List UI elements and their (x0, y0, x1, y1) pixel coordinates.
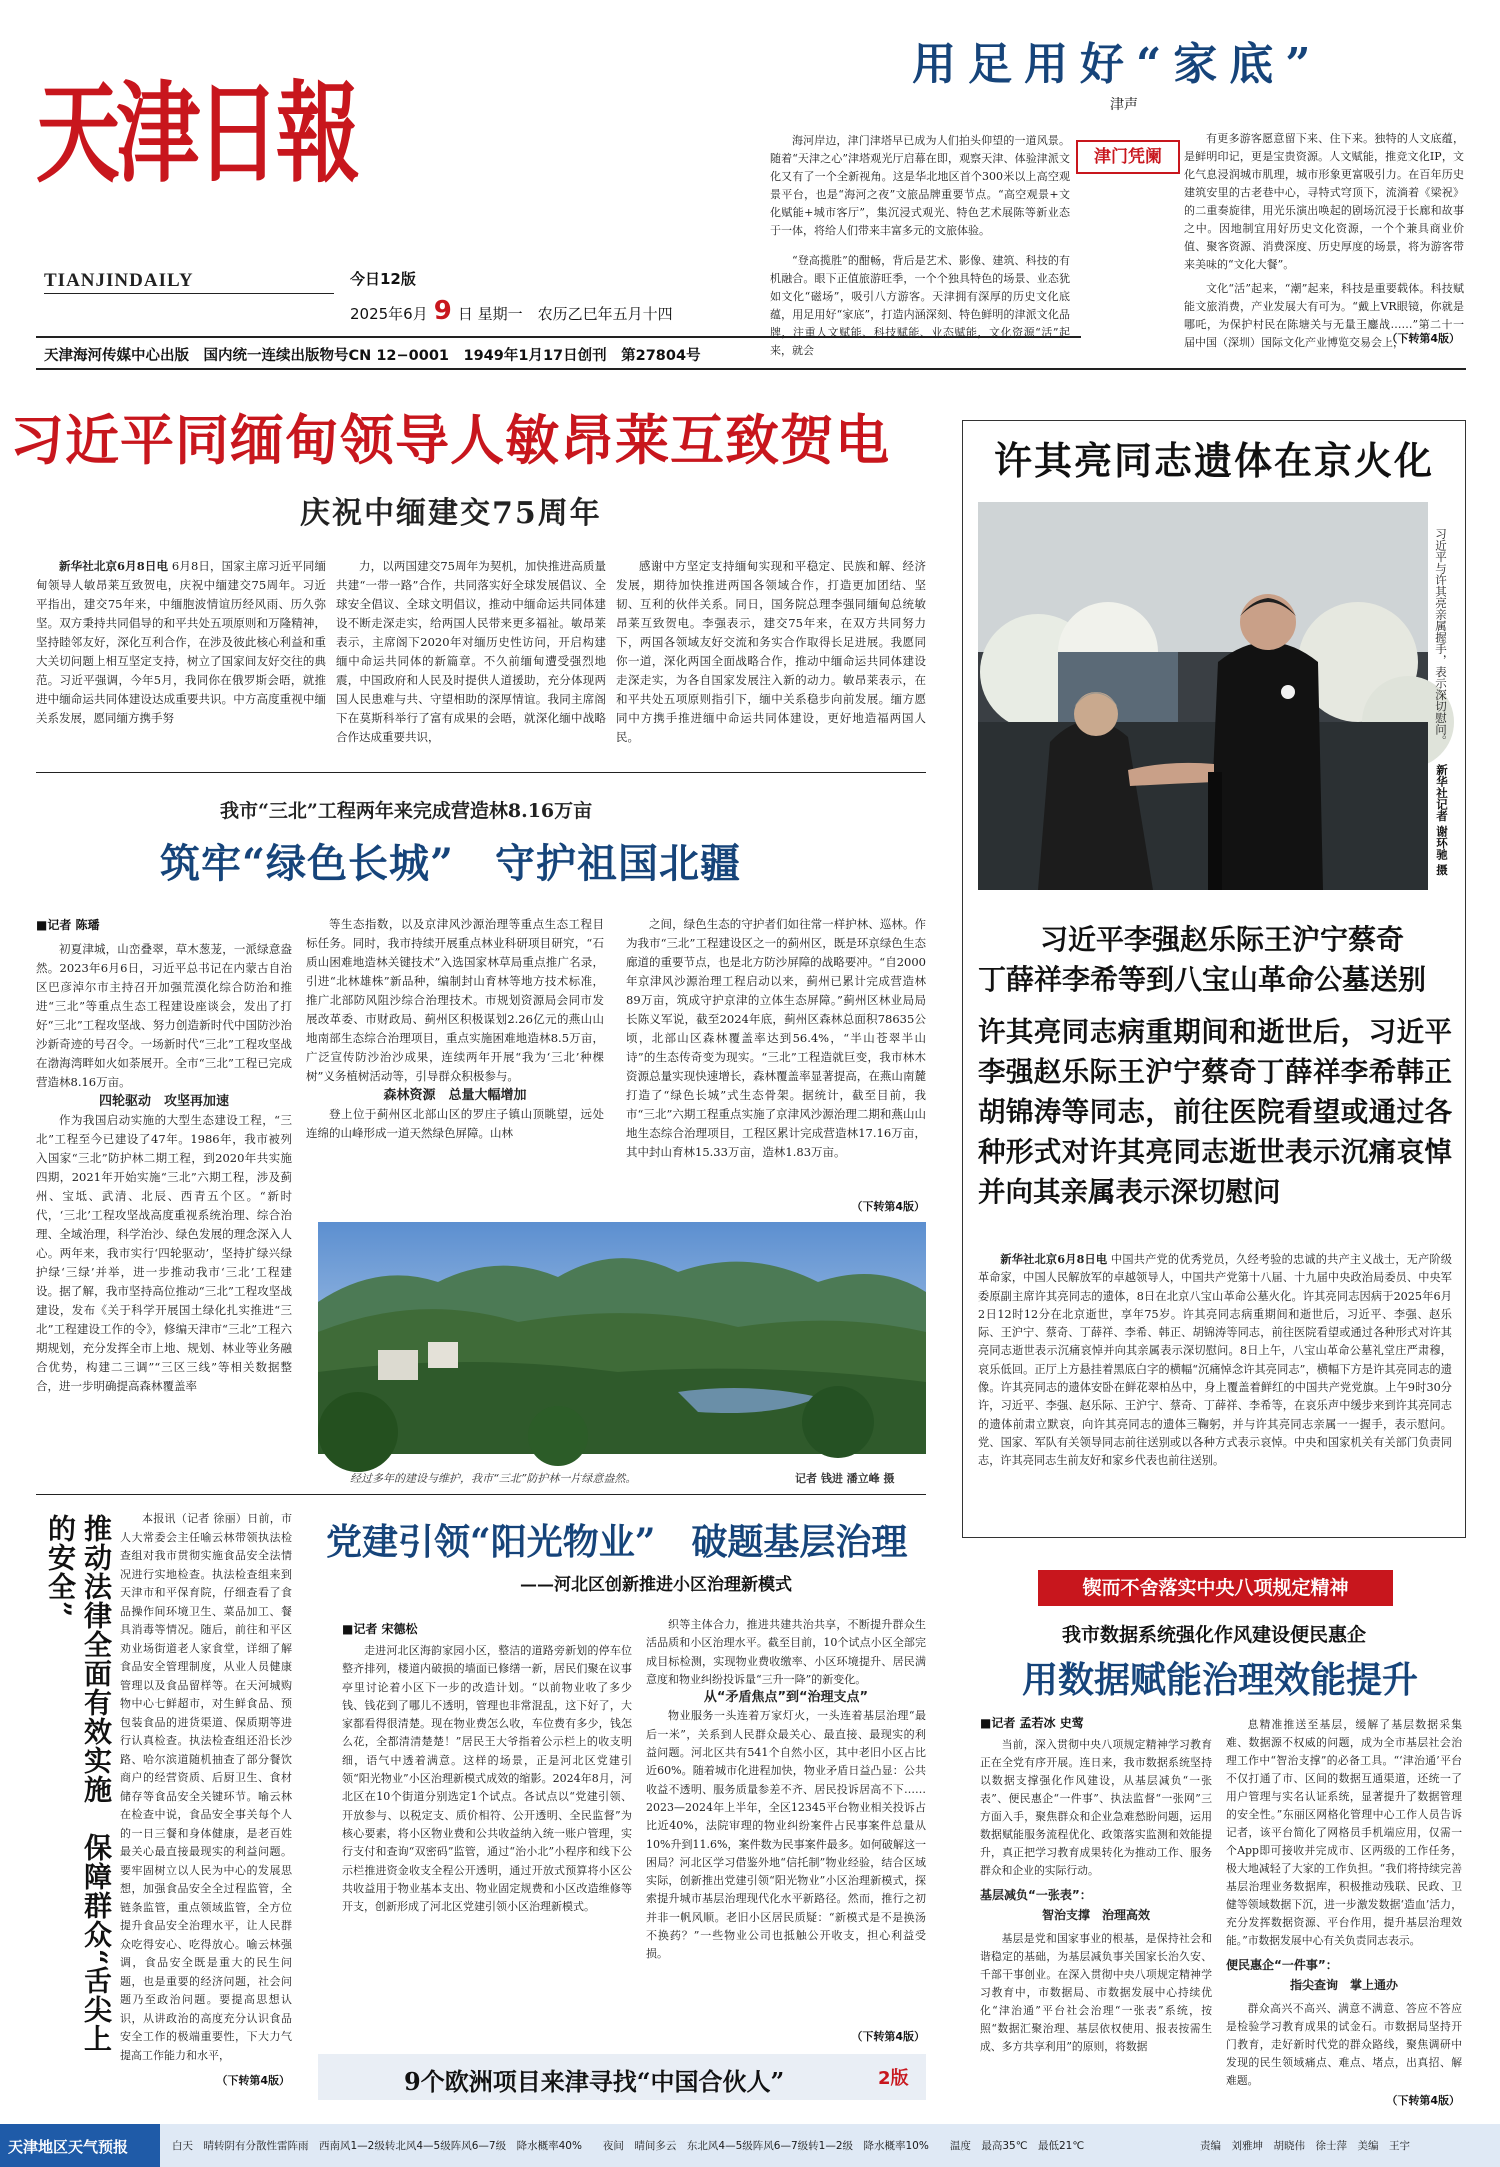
column-tag (1076, 140, 1180, 174)
column-author: 津声 (1110, 97, 1138, 113)
lead-subhead: 庆祝中缅建交75周年 (300, 496, 602, 531)
property-byline: ■记者 宋德松 (342, 1622, 418, 1636)
column-text-b: “登高揽胜”的酣畅，背后是艺术、影像、建筑、科技的有机融合。眼下正值旅游旺季，一个个独具特色的场景、业态犹如文化“磁场”，吸引八方游客。天津拥有深厚的历史文化底蕴，用足用好“家底”，打造内涵深刻、特色鲜明的津派文化品牌，注重人文赋能、科技赋能、业态赋能，文化资源“活”起来，就会 (770, 254, 1070, 357)
funeral-dateline: 新华社北京6月8日电 (1000, 1252, 1108, 1266)
green-photo-svg (318, 1222, 926, 1454)
green-photo-credit: 记者 钱进 潘立峰 摄 (795, 1472, 895, 1485)
weather-text: 白天 晴转阴有分散性雷阵雨 西南风1—2级转北风4—5级阵风6—7级 降水概率40% 夜间 晴间多云 东北风4—5级阵风6—7级转1—2级 降水概率10% 温度 最高35℃ 最低21℃ (172, 2140, 1085, 2152)
editors-credit: 责编 刘雅坤 胡晓伟 徐士萍 美编 王宇 (1200, 2140, 1410, 2152)
data-sub-2: 便民惠企“一件事”： (1226, 1958, 1338, 1972)
data-sub-2b: 指尖查询 掌上通办 (1289, 1978, 1398, 1992)
column-tag-text: 津门凭阑 (1094, 147, 1162, 167)
masthead-logo-en: TIANJINDAILY (44, 270, 194, 291)
data-continued: （下转第4版） (1386, 2094, 1460, 2107)
food-vertical-headline: 推动法律全面有效实施 保障群众“舌尖上的安全” (44, 1514, 113, 2054)
green-photo (318, 1222, 926, 1454)
promo-page[interactable]: 2版 (878, 2068, 909, 2089)
funeral-deck-1: 习近平李强赵乐际王沪宁蔡奇 (1040, 923, 1405, 956)
green-col-2: 等生态指数，以及京津风沙源治理等重点生态工程目标任务。同时，我市持续开展重点林业科研项目研究，“石质山困难地造林关键技术”入选国家林草局重点推广名录，引进“北林雄株”新品种，编制封山育林等地方技术标准，推广北部防风阻沙综合治理技术。市规划资源局会同市发展改革委、市财政局、蓟州区积极谋划2.26亿元的燕山山地南部生态综合治理项目，重点实施困难地造林8.5万亩，广泛宣传防沙治沙成果，连续两年开展“我为‘三北’种棵树”义务植树活动等，引导群众积极参与。 森林资源 总量大幅增加 登上位于蓟州区北部山区的罗庄子镇山顶眺望，远处连绵的山峰形成一道天然绿色屏障。山林 (306, 917, 604, 1140)
food-body: 本报讯（记者 徐丽）日前，市人大常委会主任喻云林带领执法检查组对我市贯彻实施食品安全法情况进行实地检查。执法检查组来到天津市和平保育院，仔细查看了食品操作间环境卫生、菜品加工、餐具消毒等情况。随后，前往和平区劝业场街道老人家食堂，详细了解食品安全管理制度，从业人员健康管理以及食品留样等。在天河城购物中心七鲜超市，对生鲜食品、预包装食品的进货渠道、保质期等进行认真检查。执法检查组还沿长沙路、哈尔滨道随机抽查了部分餐饮商户的经营资质、后厨卫生、食材储存等食品安全关键环节。喻云林在检查中说，食品安全事关每个人的一日三餐和身体健康，是老百姓最关心最直接最现实的利益问题。要牢固树立以人民为中心的发展思想，加强食品安全全过程监管，全链条监管，重点领域监管，全方位提升食品安全治理水平，让人民群众吃得安心、吃得放心。喻云林强调，食品安全既是重大的民生问题，也是重要的经济问题，社会问题乃至政治问题。要提高思想认识，从讲政治的高度充分认识食品安全工作的极端重要性，下大力气提高工作能力和水平， (120, 1512, 292, 2062)
issue-date-suffix: 日 星期一 农历乙巳年五月十四 (457, 305, 673, 323)
food-continued: （下转第4版） (216, 2074, 290, 2087)
data-kicker: 我市数据系统强化作风建设便民惠企 (1062, 1624, 1367, 1646)
funeral-deck-3: 许其亮同志病重期间和逝世后，习近平李强赵乐际王沪宁蔡奇丁薛祥李希韩正胡锦涛等同志，前往医院看望或通过各种形式对许其亮同志逝世表示沉痛哀悼并向其亲属表示深切慰问 (978, 1016, 1452, 1208)
data-col-2: 息精准推送至基层，缓解了基层数据采集难、数据源不权威的问题，成为全市基层社会治理工作中“智治支撑”的必备工具。“‘津治通’平台不仅打通了市、区间的数据互通渠道，还统一了用户管理与实名认证系统，显著提升了数据管理的安全性。”东丽区网格化管理中心工作人员告诉记者，该平台简化了网格员手机端应用，仅需一个App即可接收并完成市、区两级的工作任务，极大地减轻了大家的工作负担。“我们将持续完善基层治理业务数据库，积极推动残联、民政、卫健等领域数据下沉，进一步激发数据‘造血’活力，充分发挥数据资源、平台作用，提升基层治理效能。”市数据发展中心有关负责同志表示。 便民惠企“一件事”： 指尖查询 掌上通办 群众高兴不高兴、满意不满意、答应不答应是检验学习教育成果的试金石。市数据局坚持开门教育，走好新时代党的群众路线，聚焦调研中发现的民生领域痛点、难点、堵点，出真招、解难题。 (1226, 1718, 1462, 2087)
property-col-2: 织等主体合力，推进共建共治共享，不断提升群众生活品质和小区治理水平。截至目前，10个试点小区全部完成目标检测，实现物业费收缴率、小区环境提升、居民满意度和物业纠纷投诉量“三升一降”的新变化。 从“矛盾焦点”到“治理支点” 物业服务一头连着万家灯火，一头连着基层治理“最后一米”，关系到人民群众最关心、最直接、最现实的利益问题。河北区共有541个自然小区，其中老旧小区占比近60%。随着城市化进程加快，物业矛盾日益凸显：公共收益不透明、服务质量参差不齐、居民投诉居高不下……2023—2024年上半年，全区12345平台物业相关投诉占比近40%，法院审理的物业纠纷案件占民事案件总量从10%升到11.6%，案件数为民事案件最多。如何破解这一困局？河北区学习借鉴外地“信托制”物业经验，结合区域实际，创新推出党建引领“阳光物业”小区治理新模式，探索提升城市基层治理现代化水平新路径。然而，推行之初并非一帆风顺。老旧小区居民质疑：“新模式是不是换汤不换药？”一些物业公司也抵触公开收支，担心利益受损。 (646, 1618, 926, 1961)
green-col-1: 初夏津城，山峦叠翠，草木葱茏，一派绿意盎然。2023年6月6日，习近平总书记在内蒙古自治区巴彦淖尔市主持召开加强荒漠化综合防治和推进“三北”等重点生态工程建设座谈会，发出了打好“三北”工程攻坚战、努力创造新时代中国防沙治沙新奇迹的号召令。一场新时代“三北”工程攻坚战在渤海湾畔如火如荼展开。全市“三北”工程已完成营造林8.16万亩。 四轮驱动 攻坚再加速 作为我国启动实施的大型生态建设工程，“三北”工程至今已建设了47年。1986年，我市被列入国家“三北”防护林二期工程，到2020年共实施四期，2021年开始实施“三北”六期工程，涉及蓟州、宝坻、武清、北辰、西青五个区。“新时代，‘三北’工程攻坚战高度重视系统治理、综合治理、全域治理，科学治沙、绿色发展的理念深入人心。两年来，我市实行‘四轮驱动’，坚持扩绿兴绿护绿‘三绿’并举，进一步推动我市‘三北’工程建设。据了解，我市坚持高位推动“三北”工程攻坚战建设，发布《关于科学开展国土绿化扎实推进“三北”工程建设工作的令》，修编天津市“三北”工程六期规划，充分发挥全市上地、规划、林业等业务融合优势，构建二三调”“三区三线”等相关数据整合，进一步明确提高森林覆盖率 (36, 942, 292, 1393)
data-sub-1: 基层减负“一张表”： (980, 1888, 1092, 1902)
data-col-1: 当前，深入贯彻中央八项规定精神学习教育正在全党有序开展。连日来，我市数据系统坚持以数据支撑强化作风建设，从基层减负“一张表”、便民惠企“一件事”、执法监督“一张网”三方面入手，聚焦群众和企业急难愁盼问题，运用数据赋能服务流程优化、政策落实监测和效能提升，真正把学习教育成果转化为推动工作、服务群众和企业的实际行动。 基层减负“一张表”： 智治支撑 治理高效 基层是党和国家事业的根基，是保持社会和谐稳定的基础，为基层减负事关国家长治久安、千部干事创业。在深入贯彻中央八项规定精神学习教育中，市数据局、市数据发展中心持续优化“津治通”平台社会治理“一张表”系统，按照“数据汇聚治理、基层依权使用、报表按需生成、多方共享利用”的原则，将数据 (980, 1738, 1212, 2053)
column-text-d: 文化“活”起来，“潮”起来，科技是重要载体。科技赋能文旅消费，产业发展大有可为。“戴上VR眼镜，你就是哪吒，为保护村民在陈塘关与无量王鏖战……”第二十一届中国（深圳）国际文化产业博览交易会上， (1184, 282, 1464, 349)
edition-count: 今日12版 (350, 270, 416, 288)
data-headline: 用数据赋能治理效能提升 (1022, 1659, 1419, 1701)
promo-text[interactable]: 9个欧洲项目来津寻找“中国合伙人” (404, 2067, 785, 2096)
lead-col-1: 新华社北京6月8日电 6月8日，国家主席习近平同缅甸领导人敏昂莱互致贺电，庆祝中缅建交75周年。习近平指出，建交75年来，中缅胞波情谊历经风雨、历久弥坚。双方秉持共同倡导的和平共处五项原则和万隆精神，坚持睦邻友好，深化互利合作，在涉及彼此核心利益和重大关切问题上相互坚定支持，树立了国家间友好交往的典范。习近平强调，今年5月，我同你在俄罗斯会晤，就推进中缅命运共同体建设达成重要共识。中方高度重视中缅关系发展，愿同缅方携手努 (36, 559, 326, 725)
green-sub-2: 森林资源 总量大幅增加 (383, 1088, 527, 1103)
green-byline: ■记者 陈璠 (36, 918, 100, 932)
column-text-c: 有更多游客愿意留下来、住下来。独特的人文底蕴，是鲜明印记，更是宝贵资源。人文赋能，推竞文化IP，文化气息浸润城市肌理，城市形象更富吸引力。在百年历史建筑安里的古老巷中心，寻特式穹顶下，流淌着《梁祝》的二重奏旋律，用光乐演出唤起的剧场沉浸于长廊和故事之中。因地制宜用好历史文化资源，一个个兼具商业价值、聚客资源、消费深度、历史厚度的场景，将为游客带来美味的“文化大餐”。 (1184, 132, 1464, 271)
funeral-headline: 许其亮同志遗体在京火化 (994, 438, 1435, 483)
lead-headline: 习近平同缅甸领导人敏昂莱互致贺电 (10, 408, 890, 472)
issue-date-day: 9 (433, 296, 452, 326)
property-col-1: 走进河北区海韵家园小区，整洁的道路旁新划的停车位整齐排列，楼道内破损的墙面已修缮一新，居民们聚在议事亭里讨论着小区下一步的改造计划。“以前物业收了多少钱、钱花到了哪儿不透明，管理也非常混乱，这下好了，大家都看得很清楚。现在物业费怎么收，车位费有多少，钱怎么花，全都清清楚楚！”居民王大爷指着公示栏上的收支明细，语气中透着满意。这样的场景，正是河北区党建引领“阳光物业”小区治理新模式成效的缩影。2024年8月，河北区在10个街道分别选定1个试点。各试点以“党建引领、开放参与、以税定支、质价相符、公开透明、全民监督”为核心要素，将小区物业费和公共收益纳入统一账户管理，实行支付和查询“双密码”监管，通过“治小北”小程序和线下公示栏推进资金收支全程公开透明，通过开放式预算将小区公共收益用于物业基本支出、物业固定规费和小区改造维修等开支，创新形成了河北区党建引领小区治理新模式。 (342, 1644, 632, 1914)
green-photo-caption: 经过多年的建设与维护，我市“三北”防护林一片绿意盎然。 (350, 1472, 637, 1485)
funeral-photo-credit: 新华社记者 谢环驰 摄 (1435, 764, 1449, 876)
promo-box[interactable] (318, 2054, 926, 2100)
publisher-line: 天津海河传媒中心出版 国内统一连续出版物号CN 12−0001 1949年1月17日创刊 第27804号 (44, 348, 701, 364)
column-continued: （下转第4版） (1386, 332, 1460, 345)
data-sub-1b: 智治支撑 治理高效 (1041, 1908, 1150, 1922)
property-continued: （下转第4版） (851, 2030, 925, 2043)
lead-dateline: 新华社北京6月8日电 (59, 559, 169, 573)
lead-col-2: 力，以两国建交75周年为契机，加快推进高质量共建“一带一路”合作，共同落实好全球发展倡议、全球安全倡议、全球文明倡议，推动中缅命运共同体建设不断走深走实，给两国人民带来更多福祉。敏昂莱表示，主席阁下2020年对缅历史性访问，开启构建缅中命运共同体的新篇章。不久前缅甸遭受强烈地震，中国政府和人民及时提供人道援助，充分体现两国人民患难与共、守望相助的深厚情谊。我同主席阁下在莫斯科举行了富有成果的会晤，就深化缅中战略合作达成重要共识， (336, 559, 606, 744)
funeral-photo-caption: 习近平与许其亮亲属握手，表示深切慰问。 (1434, 528, 1448, 747)
column-title: 用足用好“家底” (912, 39, 1323, 90)
lead-col-3: 感谢中方坚定支持缅甸实现和平稳定、民族和解、经济发展，期待加快推进两国各领域合作，打造更加团结、坚韧、互利的伙伴关系。同日，国务院总理李强同缅甸总统敏昂莱互致贺电。李强表示，建交75年来，在双方共同努力下，两国各领域友好交流和务实合作取得长足进展。我愿同你一道，深化两国全面战略合作，推动中缅命运共同体建设走深走实，为各自国家发展注入新的动力。敏昂莱表示，在和平共处五项原则指引下，缅中关系稳步向前发展。缅方愿同中方携手推进缅中命运共同体建设，更好地造福两国人民。 (616, 559, 926, 744)
property-subhead: ——河北区创新推进小区治理新模式 (520, 1575, 792, 1595)
weather-bar (0, 2124, 1500, 2167)
funeral-body: 新华社北京6月8日电 中国共产党的优秀党员，久经考验的忠诚的共产主义战士，无产阶级革命家，中国人民解放军的卓越领导人，中国共产党第十八届、十九届中央政治局委员、中央军委原副主席许其亮同志的遗体，8日在北京八宝山革命公墓火化。许其亮同志因病于2025年6月2日12时12分在北京逝世，享年75岁。许其亮同志病重期间和逝世后，习近平、李强、赵乐际、王沪宁、蔡奇、丁薛祥、李希、韩正、胡锦涛等同志，前往医院看望或通过各种形式对许其亮同志逝世表示沉痛哀悼并向其亲属表示深切慰问。8日上午，八宝山革命公墓礼堂庄严肃穆，哀乐低回。正厅上方悬挂着黑底白字的横幅“沉痛悼念许其亮同志”，横幅下方是许其亮同志的遗像。许其亮同志的遗体安卧在鲜花翠柏丛中，身上覆盖着鲜红的中国共产党党旗。上午9时30分许，习近平、李强、赵乐际、王沪宁、蔡奇、丁薛祥、李希等，在哀乐声中缓步来到许其亮同志的遗体前肃立默哀，向许其亮同志的遗体三鞠躬，并与许其亮同志亲属一一握手，表示慰问。党、国家、军队有关领导同志前往送别或以各种方式表示哀悼。中央和国家机关有关部门负责同志，许其亮同志生前友好和家乡代表也前往送别。 (978, 1252, 1452, 1468)
property-headline: 党建引领“阳光物业” 破题基层治理 (326, 1521, 908, 1563)
data-banner-text: 锲而不舍落实中央八项规定精神 (1082, 1577, 1349, 1599)
data-byline: ■记者 孟若冰 史莺 (980, 1716, 1084, 1730)
data-banner (1038, 1570, 1393, 1606)
funeral-deck-2: 丁薛祥李希等到八宝山革命公墓送别 (978, 963, 1427, 996)
green-kicker: 我市“三北”工程两年来完成营造林8.16万亩 (220, 800, 593, 822)
green-col-3: 之间，绿色生态的守护者们如往常一样护林、巡林。作为我市“三北”工程建设区之一的蓟州区，既是环京绿色生态廊道的重要节点，也是北方防沙屏障的战略要冲。“自2000年京津风沙源治理工程启动以来，蓟州已累计完成营造林89万亩，筑成守护京津的立体生态屏障。”蓟州区林业局局长陈义军说，截至2024年底，蓟州区森林总面积78635公顷，北部山区森林覆盖率达到56.4%，“半山苍翠半山诗”的生态传奇变为现实。“三北”工程造就巨变，我市林木资源总量实现快速增长，森林覆盖率显著提高，在燕山南麓打造了“绿色长城”式生态骨架。据统计，截至目前，我市“三北”六期工程重点实施了京津风沙源治理二期和燕山山地生态综合治理项目，工程区累计完成营造林17.16万亩，其中封山育林15.33万亩，造林1.83万亩。 (626, 917, 926, 1159)
weather-label-text: 天津地区天气预报 (8, 2138, 129, 2156)
green-sub-1: 四轮驱动 攻坚再加速 (98, 1094, 229, 1109)
property-sub: 从“矛盾焦点”到“治理支点” (703, 1690, 869, 1706)
issue-date (350, 296, 673, 326)
masthead-logo-text: 天津日報 (36, 69, 357, 198)
green-continued: （下转第4版） (851, 1200, 925, 1213)
masthead-logo (36, 30, 356, 202)
green-headline: 筑牢“绿色长城” 守护祖国北疆 (160, 840, 742, 887)
weather-label (0, 2124, 160, 2167)
column-text-a: 海河岸边，津门津塔早已成为人们拍头仰望的一道风景。随着“天津之心”津塔观光厅启幕在即，观察天津、体验津派文化又有了一个全新视角。这是华北地区首个300米以上高空观景平台，也是“海河之夜”文旅品牌重要节点。“高空观景+文化赋能+城市客厅”，集沉浸式观光、特色艺术展陈等新业态于一体，将给人们带来丰富多元的文旅体验。 (770, 134, 1070, 237)
funeral-photo-svg (978, 502, 1428, 890)
funeral-photo (978, 502, 1428, 890)
issue-date-prefix: 2025年6月 (350, 305, 428, 323)
